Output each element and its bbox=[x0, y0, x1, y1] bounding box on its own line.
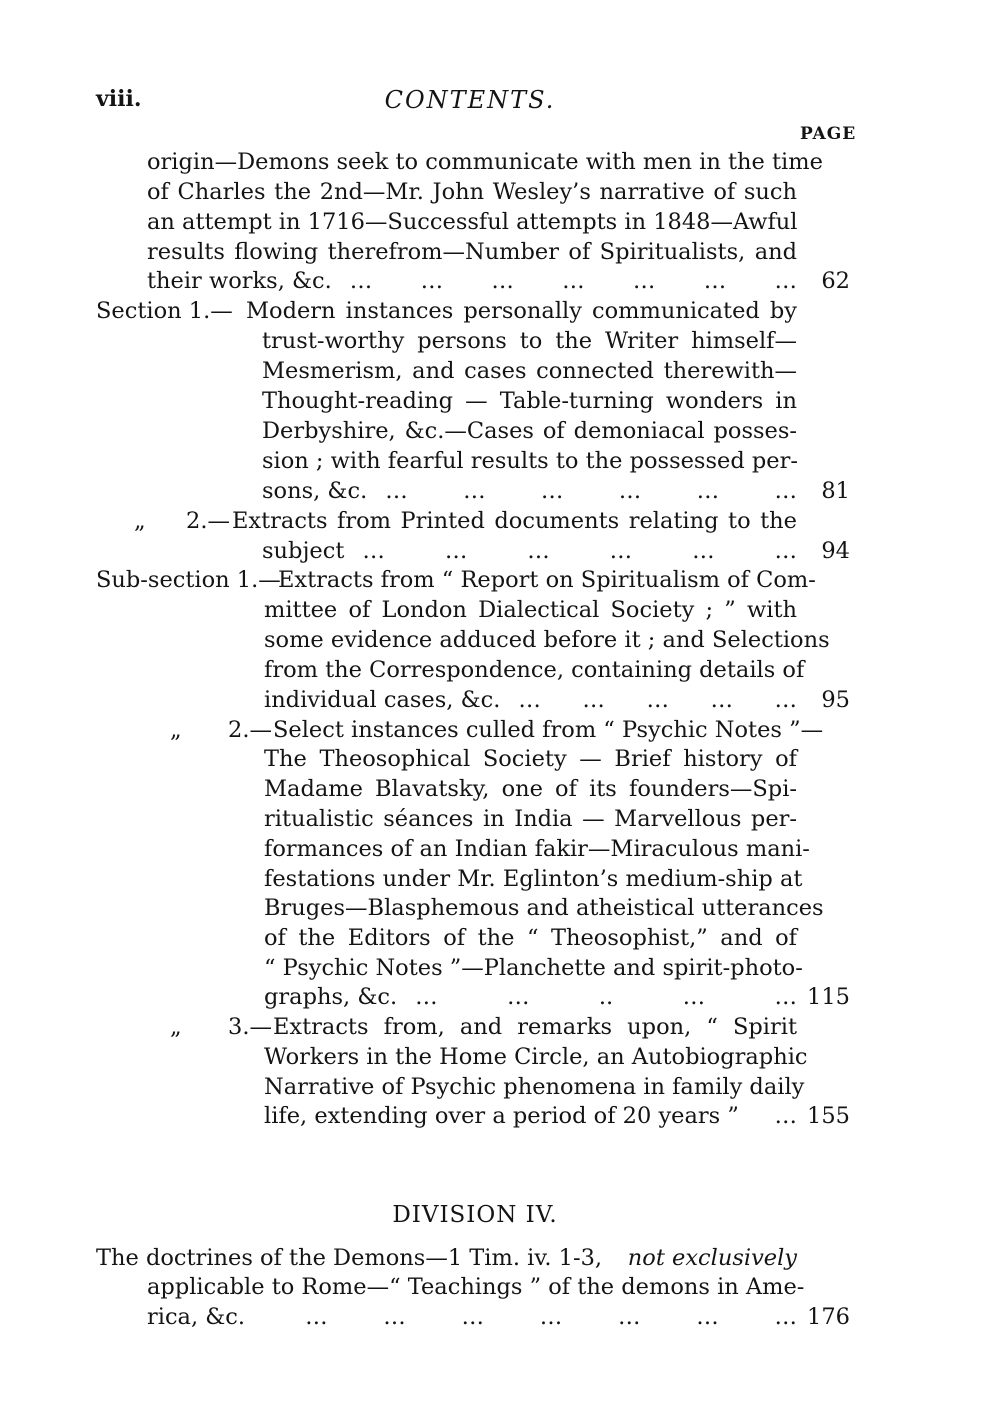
entry-line: their works, &c. bbox=[147, 268, 332, 294]
entry-line: Workers in the Home Circle, an Autobiographic bbox=[264, 1044, 808, 1070]
page-number: 62 bbox=[821, 268, 850, 294]
entry-line: sons, &c. bbox=[262, 478, 368, 504]
entry-last-line bbox=[147, 266, 797, 296]
entry-line: some evidence adduced before it ; and Selections bbox=[264, 627, 830, 653]
dot-leader: … … … … … bbox=[518, 687, 797, 713]
entry-line: Modern instances personally communicated by bbox=[246, 298, 797, 324]
entry-line: life, extending over a period of 20 years ” bbox=[264, 1103, 739, 1129]
page-number: 95 bbox=[821, 687, 850, 713]
entry-line: rica, &c. bbox=[147, 1304, 246, 1330]
entry-last-line bbox=[264, 982, 797, 1012]
entry-line: Extracts from “ Report on Spiritualism of Com- bbox=[278, 567, 816, 593]
entry-line: The Theosophical Society — Brief history of bbox=[264, 746, 797, 772]
entry-line: Extracts from, and remarks upon, “ Spirit bbox=[273, 1014, 797, 1040]
entry-line: festations under Mr. Eglinton’s medium-ship at bbox=[264, 866, 803, 892]
section-label: 2.— bbox=[186, 508, 230, 534]
entry-line: an attempt in 1716—Successful attempts in 1848—Awful bbox=[147, 209, 798, 235]
entry-line: of Charles the 2nd—Mr. John Wesley’s narrative of such bbox=[147, 179, 797, 205]
entry-line: Thought-reading — Table-turning wonders in bbox=[262, 388, 797, 414]
page-number: 176 bbox=[807, 1304, 850, 1330]
section-label: 3.— bbox=[228, 1014, 272, 1040]
entry-line: results flowing therefrom—Number of Spiritualists, and bbox=[147, 239, 797, 265]
entry-line: from the Correspondence, containing details of bbox=[264, 657, 805, 683]
entry-last-line bbox=[264, 1101, 797, 1131]
dot-leader: … … … … … … … bbox=[349, 268, 797, 294]
ditto-mark: „ bbox=[134, 508, 146, 534]
entry-italic-phrase: not exclusively bbox=[627, 1245, 797, 1271]
page-number: 115 bbox=[807, 984, 850, 1010]
entry-line: graphs, &c. bbox=[264, 984, 398, 1010]
entry-line: The doctrines of the Demons—1 Tim. iv. 1-3, bbox=[96, 1245, 603, 1271]
entry-last-line bbox=[262, 536, 797, 566]
entry-line: individual cases, &c. bbox=[264, 687, 501, 713]
entry-line: Derbyshire, &c.—Cases of demoniacal posses- bbox=[262, 418, 797, 444]
entry-line: Narrative of Psychic phenomena in family daily bbox=[264, 1074, 805, 1100]
page-number: 155 bbox=[807, 1103, 850, 1129]
dot-leader: … … … … … … … bbox=[305, 1304, 797, 1330]
division-heading: DIVISION IV. bbox=[392, 1202, 558, 1228]
entry-line: of the Editors of the “ Theosophist,” and of bbox=[264, 925, 797, 951]
section-label: 2.— bbox=[228, 717, 272, 743]
dot-leader: … … … … … … bbox=[362, 538, 797, 564]
entry-line: subject bbox=[262, 538, 345, 564]
page-number: 81 bbox=[821, 478, 850, 504]
entry-line: Select instances culled from “ Psychic Notes ”— bbox=[273, 717, 824, 743]
entry-line: formances of an Indian fakir—Miraculous mani- bbox=[264, 836, 810, 862]
ditto-mark: „ bbox=[170, 717, 182, 743]
entry-line: origin—Demons seek to communicate with men in the time bbox=[147, 149, 823, 175]
folio-number: viii. bbox=[96, 86, 142, 112]
ditto-mark: „ bbox=[170, 1014, 182, 1040]
entry-line: Bruges—Blasphemous and atheistical utterances bbox=[264, 895, 824, 921]
running-title: CONTENTS. bbox=[384, 86, 556, 114]
entry-last-line bbox=[262, 476, 797, 506]
entry-line: applicable to Rome—“ Teachings ” of the demons in Ame- bbox=[147, 1274, 805, 1300]
entry-line: Mesmerism, and cases connected therewith— bbox=[262, 358, 797, 384]
entry-line: ritualistic séances in India — Marvellous per- bbox=[264, 806, 797, 832]
entry-line: Extracts from Printed documents relating to the bbox=[232, 508, 797, 534]
section-label: Sub-section 1.— bbox=[96, 567, 281, 593]
entry-line: mittee of London Dialectical Society ; ” with bbox=[264, 597, 797, 623]
entry-first-line bbox=[96, 1243, 797, 1273]
entry-last-line bbox=[264, 685, 797, 715]
dot-leader: … … … … … … bbox=[385, 478, 797, 504]
section-label: Section 1.— bbox=[96, 298, 233, 324]
entry-last-line bbox=[147, 1302, 797, 1332]
dot-leader: … bbox=[774, 1103, 797, 1129]
dot-leader: … … .. … … bbox=[415, 984, 797, 1010]
entry-line: trust-worthy persons to the Writer himself— bbox=[262, 328, 797, 354]
page-number: 94 bbox=[821, 538, 850, 564]
entry-line: “ Psychic Notes ”—Planchette and spirit-photo- bbox=[264, 955, 803, 981]
entry-line: sion ; with fearful results to the possessed per- bbox=[262, 448, 798, 474]
entry-line: Madame Blavatsky, one of its founders—Spi- bbox=[264, 776, 797, 802]
page-column-label: PAGE bbox=[800, 124, 857, 144]
